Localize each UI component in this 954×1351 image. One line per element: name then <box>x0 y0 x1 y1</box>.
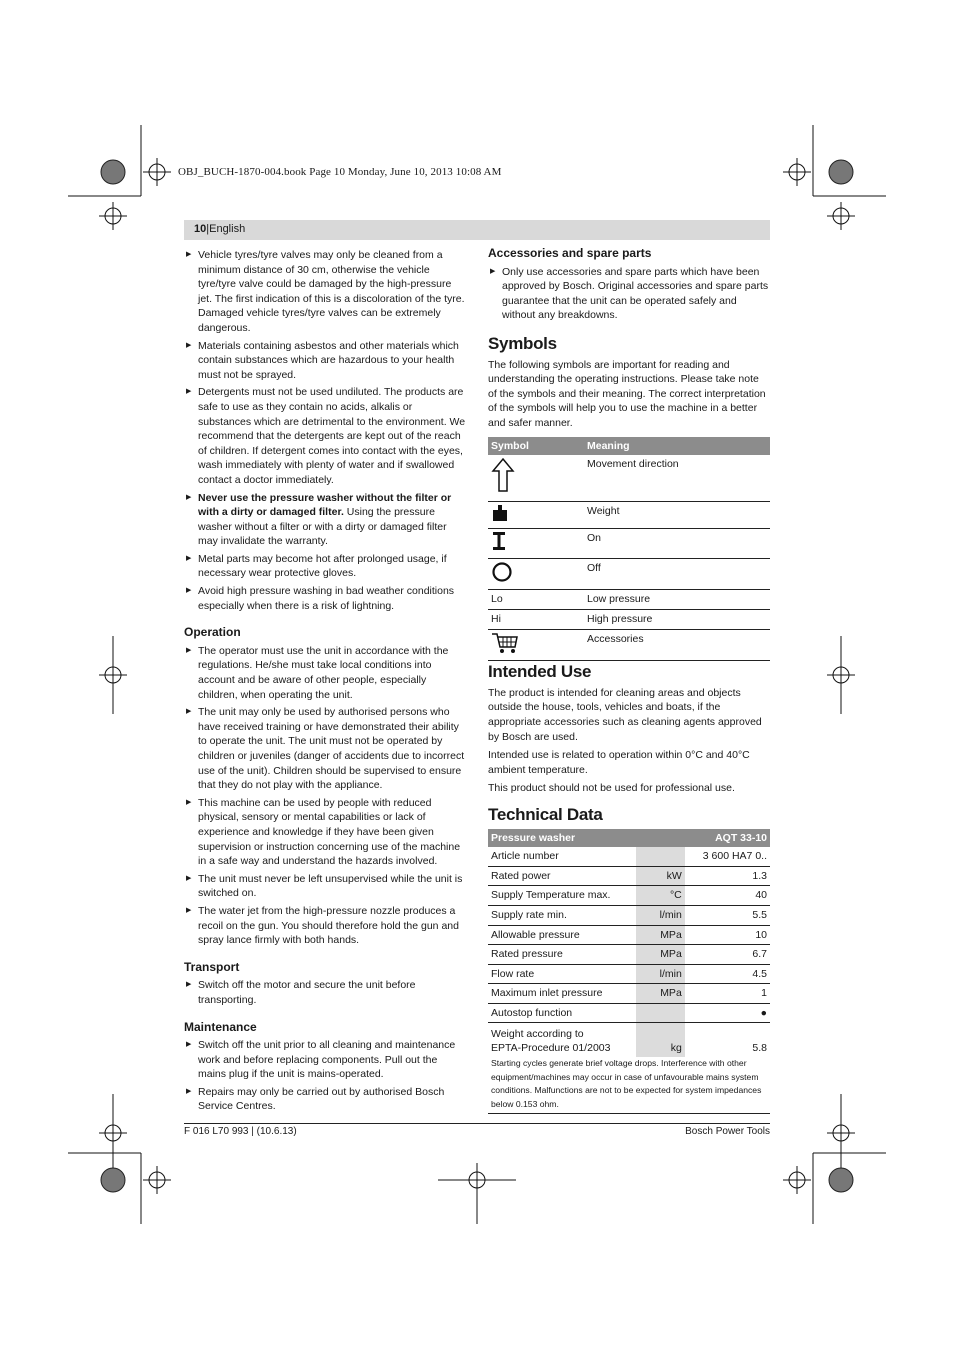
symbols-heading: Symbols <box>488 333 557 353</box>
list-item: ▶ Only use accessories and spare parts which have been approved by Bosch. Original accessories and spare parts guarantee that the unit can be operated safely and without any breakdowns. <box>488 265 770 323</box>
tech-unit: l/min <box>636 964 685 984</box>
table-row <box>488 945 770 965</box>
symbol-meaning: On <box>584 529 770 559</box>
tech-value: 1.3 <box>685 866 770 886</box>
header-separator: | <box>206 223 210 235</box>
table-row <box>488 847 770 866</box>
list-item: ▶ The unit may only be used by authorised persons who have received training or have demonstrated their ability to operate the unit. The unit must not be operated by children or juveniles (danger of accidents due to incorrect use of the unit). Children should be supervised to ensure that they do not play with the appliance. <box>184 705 466 793</box>
tech-name: Allowable pressure <box>488 925 636 945</box>
tech-value: 1 <box>685 984 770 1004</box>
tech-value: 3 600 HA7 0.. <box>685 847 770 866</box>
tech-unit: MPa <box>636 925 685 945</box>
symbol-meaning: High pressure <box>584 610 770 630</box>
table-row <box>488 610 770 630</box>
tech-note: Starting cycles generate brief voltage drops. Interference with other equipment/machines may occur in case of unfavourable mains system conditions. Malfunctions are not to be expected for system impedances below 0.153 ohm. <box>488 1057 770 1114</box>
page-number: 10 <box>194 223 207 235</box>
list-item: ▶ The unit must never be left unsupervised while the unit is switched on. <box>184 872 466 901</box>
intended-use-para: The product is intended for cleaning areas and objects outside the house, tools, vehicles and boats, if the appropriate accessories such as cleaning agents approved by Bosch are used. <box>488 686 762 743</box>
symbol-meaning: Low pressure <box>584 590 770 610</box>
tech-unit: l/min <box>636 905 685 925</box>
table-row <box>488 629 770 661</box>
table-row <box>488 501 770 529</box>
weight-icon <box>491 513 509 525</box>
list-item: ▶ Vehicle tyres/tyre valves may only be cleaned from a minimum distance of 30 cm, otherwise the vehicle tyre/tyre valve could be damaged by the high-pressure jet. The first indication of this is a discoloration of the tyre. Damaged vehicle tyres/tyre valves can be extremely dangerous. <box>184 248 466 336</box>
symbol-meaning: Weight <box>584 501 770 529</box>
symbol-meaning: Off <box>584 558 770 590</box>
intended-use-heading: Intended Use <box>488 662 592 682</box>
tech-name: Supply Temperature max. <box>488 886 636 906</box>
tech-name: Rated pressure <box>488 945 636 965</box>
table-row <box>488 886 770 906</box>
tech-unit: MPa <box>636 984 685 1004</box>
tech-name: Rated power <box>488 866 636 886</box>
table-note-row <box>488 1057 770 1114</box>
filter-warning-text: Using the pressure washer without a filter or with a dirty or damaged filter may invalidate the warranty. <box>198 506 447 548</box>
maintenance-heading: Maintenance <box>184 1019 257 1034</box>
tech-value: 5.5 <box>685 905 770 925</box>
tech-value: ● <box>685 1003 770 1023</box>
right-column <box>488 246 770 1114</box>
header-language: English <box>209 223 246 235</box>
operation-list <box>184 644 466 948</box>
symbol-column-header: Symbol <box>488 437 584 456</box>
print-line: OBJ_BUCH-1870-004.book Page 10 Monday, June 10, 2013 10:08 AM <box>178 166 502 178</box>
list-item: ▶ This machine can be used by people with reduced physical, sensory or mental capabilities or lack of experience and knowledge if they have been given supervision or instruction concerning use of the machine in a safe way and understand the hazards involved. <box>184 796 466 869</box>
list-item: ▶ Avoid high pressure washing in bad weather conditions especially when there is a risk of lightning. <box>184 584 466 613</box>
table-row <box>488 455 770 501</box>
tech-name: Autostop function <box>488 1003 636 1023</box>
tech-value: 4.5 <box>685 964 770 984</box>
table-row <box>488 529 770 559</box>
table-row <box>488 1023 770 1058</box>
tech-value: 10 <box>685 925 770 945</box>
tech-unit: kW <box>636 866 685 886</box>
footer-rule <box>184 1123 770 1124</box>
accessories-icon <box>491 645 519 657</box>
technical-data-table <box>488 829 770 1115</box>
safety-list-continued <box>184 552 466 613</box>
list-item: ▶ Repairs may only be carried out by authorised Bosch Service Centres. <box>184 1085 466 1114</box>
on-icon <box>491 542 507 554</box>
intended-use-para: Intended use is related to operation within 0°C and 40°C ambient temperature. <box>488 749 750 776</box>
accessories-heading: Accessories and spare parts <box>488 246 652 260</box>
table-row <box>488 964 770 984</box>
accessories-list <box>488 265 770 323</box>
tech-name: Article number <box>488 847 636 866</box>
tech-name: Maximum inlet pressure <box>488 984 636 1004</box>
table-row <box>488 558 770 590</box>
table-row <box>488 590 770 610</box>
tech-unit: °C <box>636 886 685 906</box>
operation-heading: Operation <box>184 625 241 640</box>
technical-data-heading: Technical Data <box>488 804 603 824</box>
left-column <box>184 248 466 1117</box>
list-item: ▶ The operator must use the unit in accordance with the regulations. He/she must take local conditions into account and be aware of other people, especially children, when operating the unit. <box>184 644 466 702</box>
list-item: ▶ Metal parts may become hot after prolonged usage, if necessary wear protective gloves. <box>184 552 466 581</box>
tech-name: Supply rate min. <box>488 905 636 925</box>
page-header <box>184 220 770 240</box>
tech-unit: kg <box>636 1023 685 1058</box>
tech-name: Flow rate <box>488 964 636 984</box>
tech-unit <box>636 847 685 866</box>
arrow-icon <box>491 484 515 496</box>
intended-use-para: This product should not be used for professional use. <box>488 782 735 795</box>
list-item: ▶ Switch off the unit prior to all cleaning and maintenance work and before replacing components. Pull out the mains plug if the unit is mains-operated. <box>184 1038 466 1082</box>
transport-heading: Transport <box>184 959 240 974</box>
tech-value: 5.8 <box>752 1041 767 1054</box>
meaning-column-header: Meaning <box>584 437 770 456</box>
safety-list <box>184 248 466 488</box>
table-row <box>488 866 770 886</box>
symbols-intro: The following symbols are important for reading and understanding the operating instructions. Please take note of the symbols and their meaning. The correct interpretation of the symbols will help you to use the machine in a better and safer manner. <box>488 358 766 429</box>
symbol-text: Hi <box>488 610 584 630</box>
off-icon <box>491 574 513 586</box>
list-item <box>184 491 466 549</box>
symbols-table <box>488 437 770 662</box>
list-item: ▶ Detergents must not be used undiluted. The products are safe to use as they contain no acids, alkalis or substances which are detrimental to the environment. We recommend that the detergents are kept out of the reach of children. If detergent comes into contact with the eyes, wash immediately with plenty of water and if swallowed contact a doctor immediately. <box>184 385 466 487</box>
tech-unit: MPa <box>636 945 685 965</box>
table-row <box>488 905 770 925</box>
table-row <box>488 925 770 945</box>
weight-name-line-1: Weight according to <box>491 1028 584 1041</box>
list-item: ▶ Materials containing asbestos and other materials which contain substances which are hazardous to your health must not be sprayed. <box>184 339 466 383</box>
table-row <box>488 1003 770 1023</box>
list-item: ▶ Switch off the motor and secure the unit before transporting. <box>184 978 466 1007</box>
footer-left: F 016 L70 993 | (10.6.13) <box>184 1126 297 1137</box>
tech-table-head-left: Pressure washer <box>488 829 685 848</box>
footer-right: Bosch Power Tools <box>685 1126 770 1137</box>
weight-name-line-2: EPTA-Procedure 01/2003 <box>491 1042 611 1055</box>
symbol-meaning: Movement direction <box>584 455 770 501</box>
maintenance-list <box>184 1038 466 1114</box>
transport-list <box>184 978 466 1007</box>
tech-unit <box>636 1003 685 1023</box>
tech-value: 40 <box>685 886 770 906</box>
tech-value: 6.7 <box>685 945 770 965</box>
filter-warning-bold: Never use the pressure washer without the filter or with a dirty or damaged filter. <box>198 491 452 519</box>
tech-table-head-right: AQT 33-10 <box>685 829 770 848</box>
symbol-text: Lo <box>488 590 584 610</box>
table-row <box>488 984 770 1004</box>
tech-name <box>488 1023 636 1058</box>
symbol-meaning: Accessories <box>584 629 770 661</box>
list-item: ▶ The water jet from the high-pressure nozzle produces a recoil on the gun. You should therefore hold the gun and spray lance firmly with both hands. <box>184 904 466 948</box>
